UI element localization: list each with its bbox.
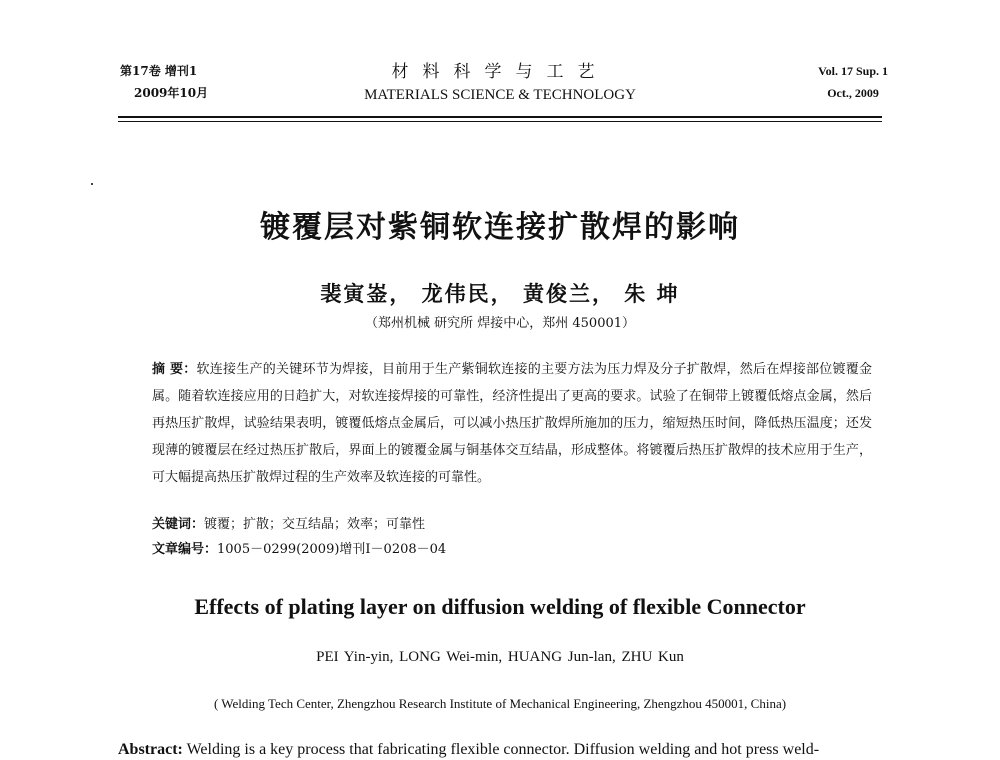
abstract-cn-label: 摘 要： xyxy=(152,362,197,377)
article-number xyxy=(152,538,872,557)
authors-cn: 裴寅崟， 龙伟民， 黄俊兰， 朱 坤 xyxy=(320,281,680,306)
abstract-cn-text: 软连接生产的关键环节为焊接，目前用于生产紫铜软连接的主要方法为压力焊及分子扩散焊，然后在焊接部位镀覆金属。随着软连接应用的日趋扩大，对软连接焊接的可靠性，经济性提出了更高的要求。试验了在铜带上镀覆低熔点金属，然后再热压扩散焊，试验结果表明，镀覆低熔点金属后，可以减小热压扩散焊所施加的压力，缩短热压时间，降低热压温度；还发现薄的镀覆层在经过热压扩散后，界面上的镀覆金属与铜基体交互结晶，形成整体。将镀覆后热压扩散焊的技术应用于生产，可大幅提高热压扩散焊过程的生产效率及软连接的可靠性。 xyxy=(152,362,872,485)
abstract-en xyxy=(118,741,898,759)
journal-name-en: MATERIALS SCIENCE & TECHNOLOGY xyxy=(364,87,636,103)
journal-volume-info-en xyxy=(818,60,888,104)
keywords-label: 关键词： xyxy=(152,517,205,532)
paper-title-en: Effects of plating layer on diffusion welding of flexible Connector xyxy=(194,594,806,619)
volume-issue: 第17卷 增刊1 xyxy=(120,64,198,78)
scan-speck xyxy=(91,183,93,185)
journal-name xyxy=(280,60,720,106)
article-number-label: 文章编号： xyxy=(152,542,218,557)
abstract-en-text: Welding is a key process that fabricating flexible connector. Diffusion welding and hot press weld- xyxy=(186,741,820,758)
publication-date-cn: 2009年10月 xyxy=(134,86,209,100)
volume-issue-en: Vol. 17 Sup. 1 xyxy=(818,64,888,78)
affiliation-cn: （郑州机械 研究所 焊接中心，郑州 450001） xyxy=(364,316,636,331)
abstract-en-label: Abstract: xyxy=(118,741,183,758)
article-number-text: 1005－0299(2009)增刊Ⅰ－0208－04 xyxy=(217,542,447,557)
header-rule-thin xyxy=(118,121,882,122)
header-rule-thick xyxy=(118,116,882,118)
paper-title-cn: 镀覆层对紫铜软连接扩散焊的影响 xyxy=(260,210,740,245)
affiliation-en: ( Welding Tech Center, Zhengzhou Research Institute of Mechanical Engineering, Zhengzhou 450001, China) xyxy=(213,696,787,711)
abstract-cn xyxy=(152,356,872,491)
journal-volume-info xyxy=(120,60,208,104)
keywords xyxy=(152,513,872,532)
publication-date-en: Oct., 2009 xyxy=(827,86,879,100)
journal-name-cn: 材料科学与工艺 xyxy=(391,62,609,82)
keywords-text: 镀覆；扩散；交互结晶；效率；可靠性 xyxy=(204,517,426,532)
authors-en: PEI Yin-yin, LONG Wei-min, HUANG Jun-lan, ZHU Kun xyxy=(316,649,684,665)
